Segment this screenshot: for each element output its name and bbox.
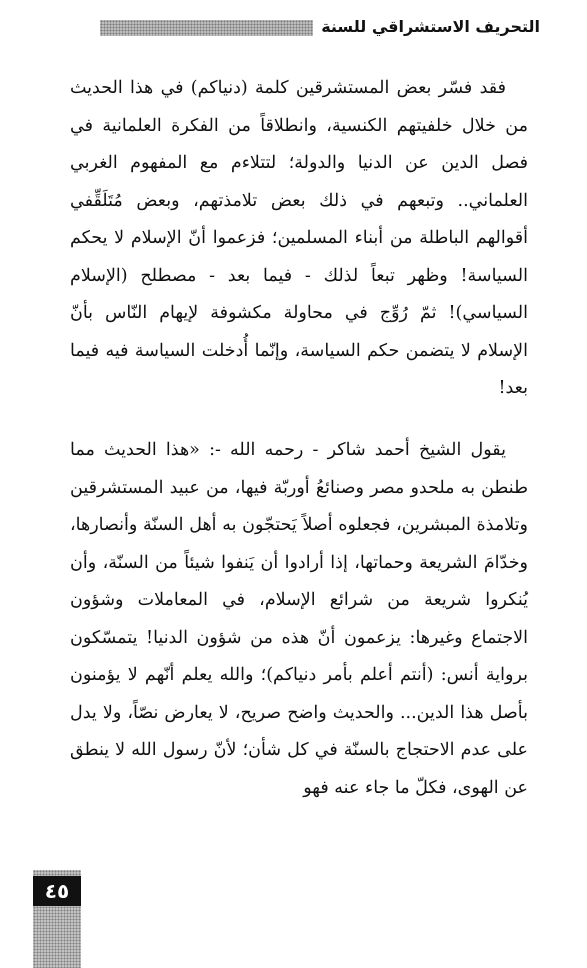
body-paragraph-1 — [70, 70, 528, 408]
body-paragraph-2 — [70, 432, 528, 807]
header-title: التحريف الاستشراقي للسنة — [313, 14, 540, 40]
page-number: ٤٥ — [33, 876, 81, 906]
running-header — [100, 14, 540, 40]
paragraph-text: يقول الشيخ أحمد شاكر - رحمه الله -: «هذا الحديث مما طنطن به ملحدو مصر وصنائعُ أوربّة فيها، من عبيد المستشرقين وتلامذة المبشرين، فجعلوه أصلاً يَحتجّون به أهل السنّة وأنصارها، وخدّامَ الشريعة وحماتها، إذا أرادوا أن يَنفوا شيئاً من السنّة، وأن يُنكروا شريعة من شرائع الإسلام، في المعاملات وشؤون الاجتماع وغيرها: يزعمون أنّ هذه من شؤون الدنيا! يتمسّكون برواية أنس: (أنتم أعلم بأمر دنياكم)؛ والله يعلم أنّهم لا يؤمنون بأصل هذا الدين... والحديث واضح صريح، لا يعارض نصّاً، ولا يدل على عدم الاحتجاج بالسنّة في كل شأن؛ لأنّ رسول الله لا ينطق عن الهوى، فكلّ ما جاء عنه فهو — [70, 440, 528, 798]
paragraph-text: فقد فسّر بعض المستشرقين كلمة (دنياكم) في هذا الحديث من خلال خلفيتهم الكنسية، وانطلاقاً من الفكرة العلمانية في فصل الدين عن الدنيا والدولة؛ لتتلاءم مع المفهوم الغربي العلماني.. وتبعهم في ذلك بعض تلامذتهم، وبعض مُتَلَقِّفي أقوالهم الباطلة من أبناء المسلمين؛ فزعموا أنّ الإسلام لا يحكم السياسة! وظهر تبعاً لذلك - فيما بعد - مصطلح (الإسلام السياسي)! ثمّ رُوِّج في محاولة مكشوفة لإيهام النّاس بأنّ الإسلام لا يتضمن حكم السياسة، وإنّما أُدخلت السياسة فيه فيما بعد! — [70, 78, 528, 398]
